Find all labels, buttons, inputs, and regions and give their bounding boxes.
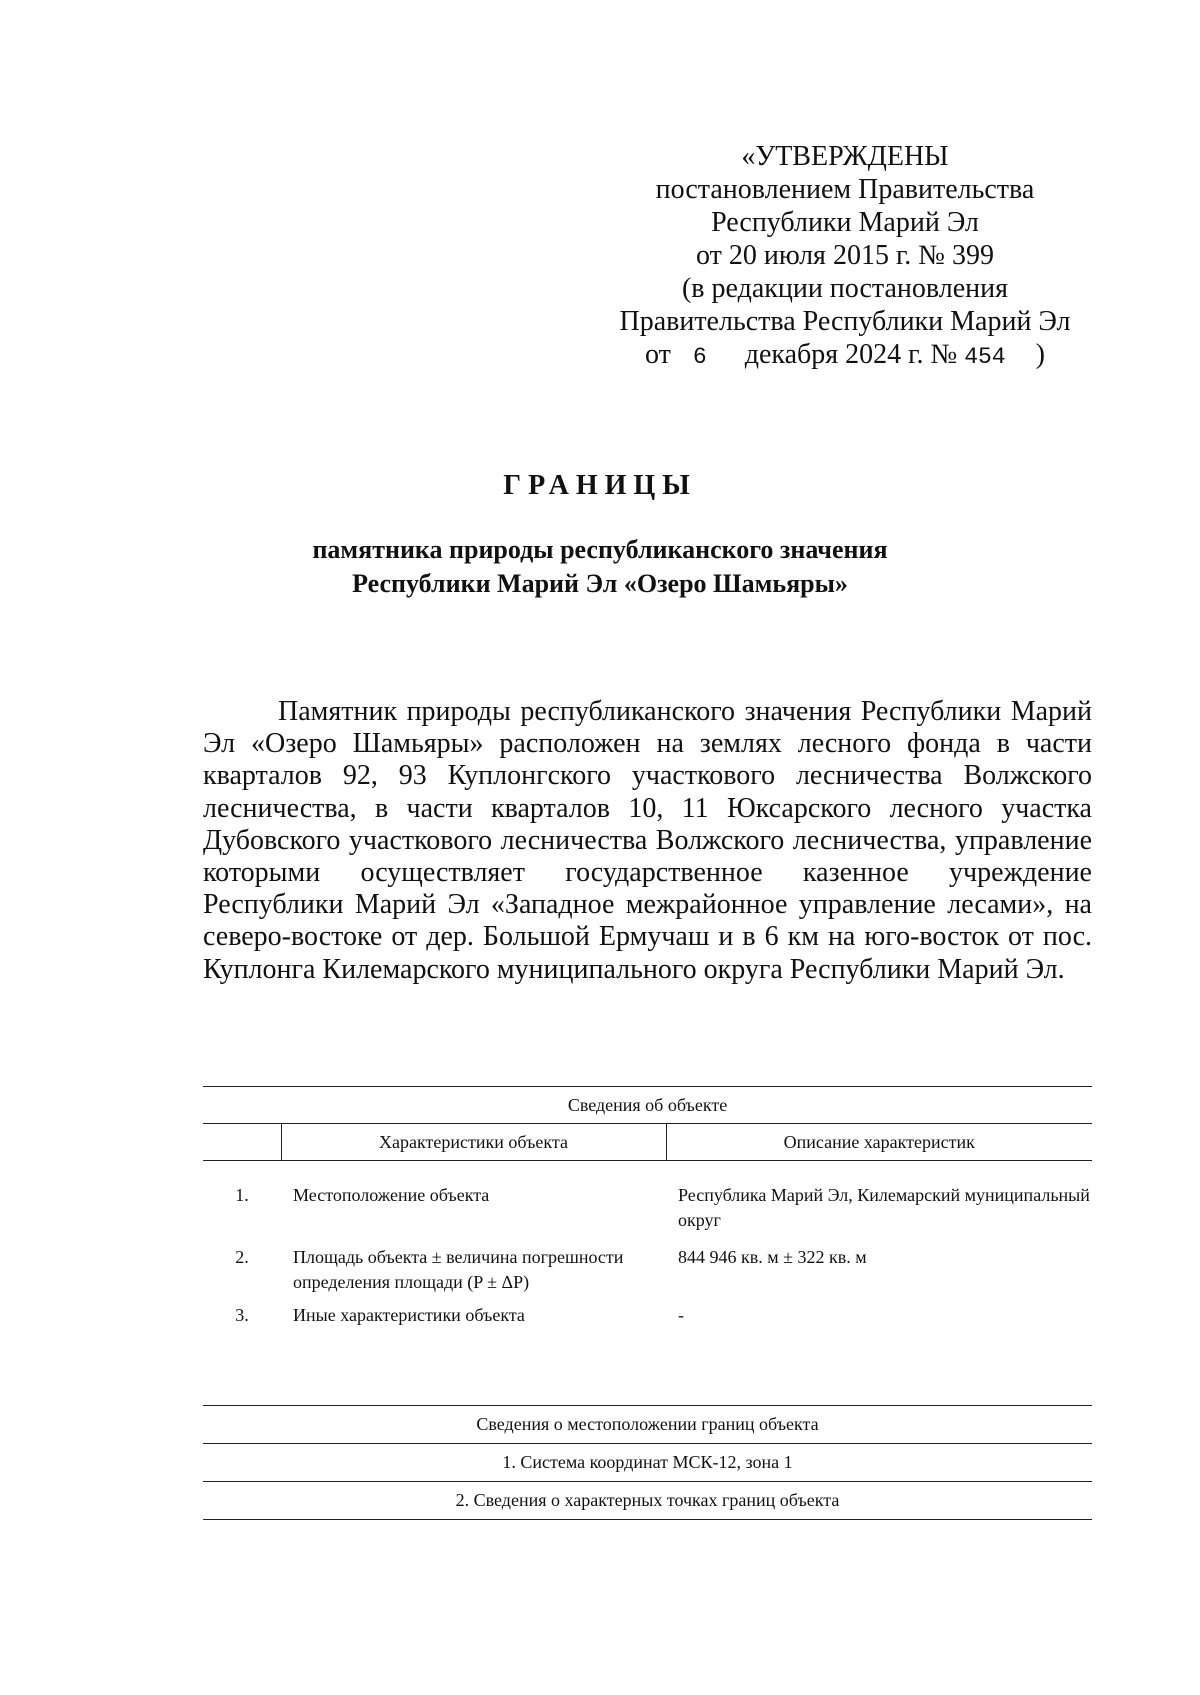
approval-close-paren: ) <box>1035 339 1045 370</box>
subtitle-line: памятника природы республиканского значения <box>312 535 888 564</box>
table-row <box>203 1237 1092 1299</box>
approval-line-date <box>600 338 1090 374</box>
row-description: - <box>678 1305 684 1325</box>
subtitle-line: Республики Марий Эл «Озеро Шамьяры» <box>352 569 848 598</box>
approval-line: (в редакции постановления <box>681 273 1009 304</box>
document-subtitle <box>180 533 1020 601</box>
coordinate-system: 1. Система координат МСК-12, зона 1 <box>203 1444 1092 1482</box>
approval-date-month-year: декабря 2024 г. № <box>744 339 958 370</box>
row-characteristic: Иные характеристики объекта <box>293 1305 525 1325</box>
paragraph-text: Памятник природы республиканского значения Республики Марий Эл «Озеро Шамьяры» расположен на землях лесного фонда в части кварталов 92, 93 Куплонгского участкового лесничества Волжского лесничества, в части кварталов 10, 11 Юксарского лесного участка Дубовского участкового лесничества Волжского лесничества, управление которыми осуществляет государственное казенное учреждение Республики Марий Эл «Западное межрайонное управление лесами», на северо-востоке от дер. Большой Ермучаш и в 6 км на юго-восток от пос. Куплонга Килемарского муниципального округа Республики Марий Эл. <box>203 696 1092 985</box>
table-row <box>203 1161 1092 1238</box>
approval-date-prefix: от <box>645 339 671 370</box>
row-number: 3. <box>235 1305 249 1325</box>
approval-date-day: 6 <box>692 344 707 370</box>
row-description: 844 946 кв. м ± 322 кв. м <box>678 1247 867 1267</box>
document-title: ГРАНИЦЫ <box>503 470 697 501</box>
header-cell-description: Описание характеристик <box>666 1124 1092 1161</box>
row-number: 2. <box>235 1247 249 1267</box>
approval-line: постановлением Правительства <box>655 174 1035 205</box>
location-caption: Сведения о местоположении границ объекта <box>203 1406 1092 1444</box>
header-cell-number <box>203 1124 281 1161</box>
description-paragraph <box>203 696 1092 986</box>
row-number: 1. <box>235 1185 249 1205</box>
approval-line: от 20 июля 2015 г. № 399 <box>696 240 994 271</box>
table-header-row <box>203 1124 1092 1161</box>
location-info-table <box>203 1405 1092 1520</box>
table-caption-row <box>203 1087 1092 1124</box>
approval-line: «УТВЕРЖДЕНЫ <box>741 141 949 172</box>
approval-line: Правительства Республики Марий Эл <box>619 306 1071 337</box>
row-characteristic: Площадь объекта ± величина погрешности определения площади (P ± ΔP) <box>293 1247 624 1292</box>
table-row <box>203 1406 1092 1444</box>
approval-line: Республики Марий Эл <box>711 207 979 238</box>
table-row <box>203 1444 1092 1482</box>
row-characteristic: Местоположение объекта <box>293 1185 490 1205</box>
object-info-table <box>203 1086 1092 1332</box>
approval-decree-number: 454 <box>964 344 1006 370</box>
boundary-points-heading: 2. Сведения о характерных точках границ объекта <box>203 1482 1092 1520</box>
header-cell-characteristics: Характеристики объекта <box>281 1124 666 1161</box>
approval-stamp <box>600 140 1090 374</box>
row-description: Республика Марий Эл, Килемарский муниципальный округ <box>678 1185 1090 1230</box>
table-row <box>203 1299 1092 1332</box>
table-row <box>203 1482 1092 1520</box>
table-caption: Сведения об объекте <box>203 1087 1092 1124</box>
